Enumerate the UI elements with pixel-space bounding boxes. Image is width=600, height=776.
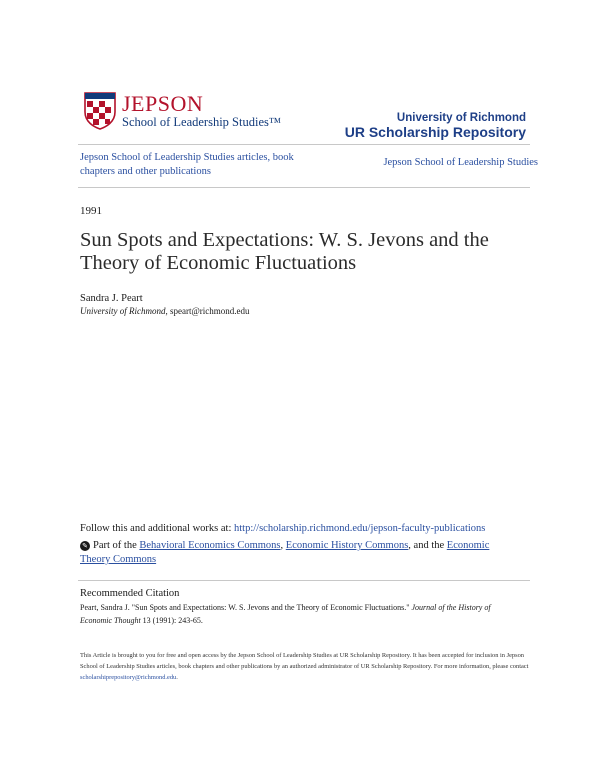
article-title: Sun Spots and Expectations: W. S. Jevons and the Theory of Economic Fluctuations [80,229,489,274]
divider-top [78,144,530,145]
economic-history-link[interactable]: Economic History Commons [285,540,409,551]
economic-theory-link[interactable]: Economic Theory Commons [80,540,490,565]
citation-text [80,601,520,627]
citation-journal: Journal of the History of Economic Thought [80,603,491,625]
logo-subtitle: School of Leadership Studies™ [122,115,282,129]
shield-icon [84,92,116,130]
affiliation-name: University of Richmond [80,306,166,316]
jepson-logo [84,90,294,136]
part-of-prefix: Part of the [93,540,140,551]
behavioral-economics-link[interactable]: Behavioral Economics Commons [139,540,281,551]
author-affiliation [80,306,250,316]
publication-year: 1991 [80,205,102,217]
commons-network-icon: ✎ [80,541,90,551]
separator-1: , [280,540,286,551]
separator-2: , and the [408,540,447,551]
university-name: University of Richmond [396,112,526,124]
repository-name[interactable]: UR Scholarship Repository [344,124,526,140]
access-notice [80,650,530,683]
citation-body: Peart, Sandra J. "Sun Spots and Expectations: W. S. Jevons and the Theory of Economic Fluctuations." [80,603,412,612]
divider-citation [78,580,530,581]
author-name: Sandra J. Peart [80,293,143,304]
collection-link[interactable]: Jepson School of Leadership Studies articles, book chapters and other publications [80,152,294,177]
part-of-line [80,539,520,567]
notice-text: This Article is brought to you for free and open access by the Jepson School of Leadership Studies at UR Scholarship Repository. It has been accepted for inclusion in Jepson School of Leadership Studies articles, book chapters and other publications by an authorized administrator of UR Scholarship Repository. For more information, please contact [80,652,529,670]
notice-end: . [176,674,178,681]
citation-details: 13 (1991): 243-65. [140,616,203,625]
divider-bottom [78,187,530,188]
logo-title: JEPSON [122,91,204,116]
citation-heading: Recommended Citation [80,588,180,599]
author-email: , speart@richmond.edu [165,306,250,316]
follow-prefix: Follow this and additional works at: [80,523,234,534]
follow-line [80,523,540,534]
follow-url-link[interactable]: http://scholarship.richmond.edu/jepson-faculty-publications [234,523,486,534]
department-link[interactable]: Jepson School of Leadership Studies [383,157,538,168]
contact-email-link[interactable]: scholarshiprepository@richmond.edu [80,674,177,681]
